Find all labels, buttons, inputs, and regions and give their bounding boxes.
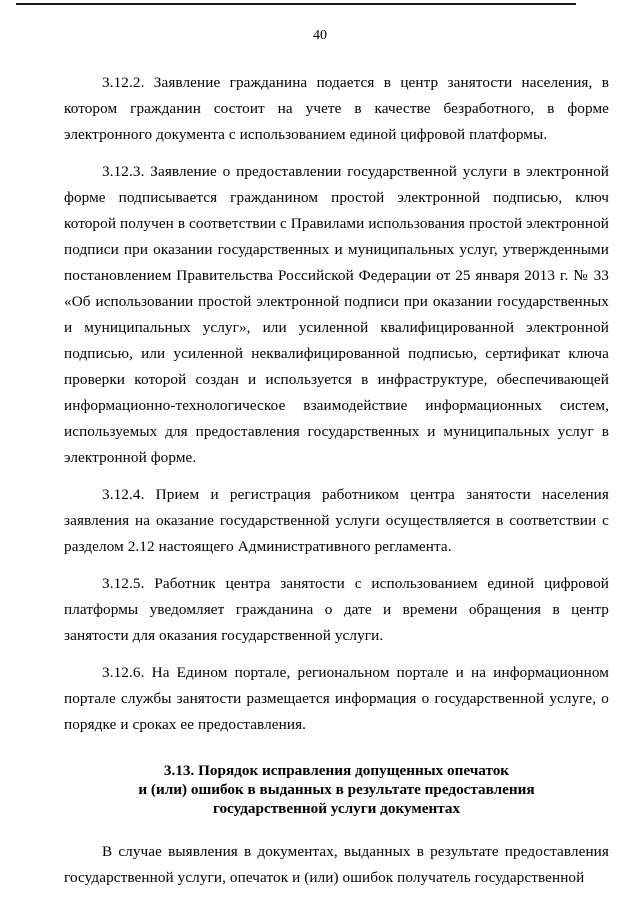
paragraph-3-12-2: 3.12.2. Заявление гражданина подается в центр занятости населения, в котором гражданин состоит на учете в качестве безработного, в форме электронного документа с использованием единой цифровой платформы. [64, 74, 609, 143]
section-heading-line-2: и (или) ошибок в выданных в результате предоставления [138, 781, 535, 798]
paragraph-3-12-3: 3.12.3. Заявление о предоставлении государственной услуги в электронной форме подписывается гражданином простой электронной подписью, ключ которой получен в соответствии с Правилами использования простой электронной подписи при оказании государственных и муниципальных услуг, утвержденными постановлением Правительства Российской Федерации от 25 января 2013 г. № 33 «Об использовании простой электронной подписи при оказании государственных и муниципальных услуг», или усиленной квалифицированной электронной подписью, или усиленной неквалифицированной подписью, сертификат ключа проверки которой создан и используется в инфраструктуре, обеспечивающей информационно-технологическое взаимодействие информационных систем, используемых для предоставления государственных и муниципальных услуг в электронной форме. [64, 163, 609, 466]
paragraph-3-12-5: 3.12.5. Работник центра занятости с использованием единой цифровой платформы уведомляет гражданина о дате и времени обращения в центр занятости для оказания государственной услуги. [64, 575, 609, 644]
document-body [64, 70, 609, 902]
closing-paragraph: В случае выявления в документах, выданных в результате предоставления государственной услуги, опечаток и (или) ошибок получатель государственной [64, 843, 609, 886]
section-heading-line-1: 3.13. Порядок исправления допущенных опечаток [163, 762, 510, 779]
paragraph-3-12-4: 3.12.4. Прием и регистрация работником центра занятости населения заявления на оказание государственной услуги осуществляется в соответствии с разделом 2.12 настоящего Административного регламента. [64, 486, 609, 555]
top-rule [16, 3, 576, 5]
section-heading-3-13 [64, 761, 609, 818]
page-number: 40 [313, 28, 327, 43]
section-heading-line-3: государственной услуги документах [212, 800, 461, 817]
paragraph-3-12-6: 3.12.6. На Едином портале, региональном портале и на информационном портале службы занятости размещается информация о государственной услуге, о порядке и сроках ее предоставления. [64, 664, 609, 733]
